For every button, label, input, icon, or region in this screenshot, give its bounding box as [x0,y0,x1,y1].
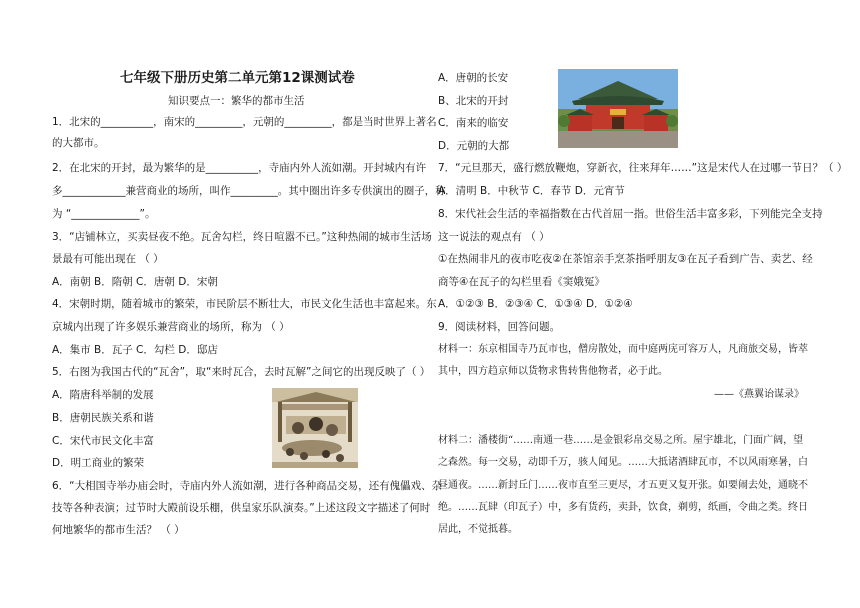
material-line: 昼通夜。……新封丘门……夜市直至三更尽，才五更又复开张。如要闹去处，通晓不 [438,480,808,491]
answer-options: A．①②③ B．②③④ C．①③④ D．①②④ [438,298,633,310]
question-line: 景最有可能出现在 （ ） [52,253,164,265]
question-line: 2．在北宋的开封，最为繁华的是__________，寺庙内外人流如潮。开封城内有许 [52,162,427,174]
answer-option: B、北宋的开封 [438,95,509,107]
answer-option: C．南来的临安 [438,117,509,129]
question-line: 京城内出现了许多娱乐兼营商业的场所，称为 （ ） [52,321,290,333]
question-line: 8．宋代社会生活的幸福指数在古代首屈一指。世俗生活丰富多彩，下列能完全支持 [438,208,823,220]
material-line: 其中，四方趋京师以货物求售转售他物者，必于此。 [438,366,668,377]
answer-option: D．元朝的大都 [438,140,510,152]
answer-options: A．清明 B．中秋节 C．春节 D．元宵节 [438,185,625,197]
question-line: 6．“大相国寺举办庙会时，寺庙内外人流如潮，进行各种商品交易，还有傀儡戏、杂 [52,480,443,492]
question-line: 4．宋朝时期，随着城市的繁荣，市民阶层不断壮大，市民文化生活也丰富起来。东 [52,298,437,310]
answer-options: A．南朝 B．隋朝 C．唐朝 D．宋朝 [52,276,218,288]
question-line: ①在热闹非凡的夜市吃夜②在茶馆亲手烹茶指呼朋友③在瓦子看到广告、卖艺、经 [438,253,813,265]
question-line: 5．右图为我国古代的“瓦舍”，取“来时瓦合，去时瓦解”之间它的出现反映了（ ） [52,366,431,378]
source-citation: ——《燕翼诒谋录》 [714,389,804,400]
question-line: 7．“元旦那天，盛行燃放鞭炮，穿新衣，往来拜年……”这是宋代人在过哪一节日？（ ） [438,162,848,174]
answer-option: B．唐朝民族关系和谐 [52,412,154,424]
answer-option: A．唐朝的长安 [438,72,509,84]
page-title: 七年级下册历史第二单元第12课测试卷 [120,70,355,86]
question-line: 为 “_____________”。 [52,208,156,220]
material-line: 之森然。每一交易，动即千万，骇人闻见。……大抵诸酒肆瓦市，不以风雨寒暑，白 [438,457,808,468]
question-line: 的大都市。 [52,137,105,149]
wazi-painting-image [272,388,358,468]
question-line: 这一说法的观点有 （ ） [438,231,550,243]
question-line: 3．“店铺林立，买卖昼夜不绝。瓦舍勾栏，终日喧嚣不已。”这种热闹的城市生活场 [52,231,432,243]
question-line: 技等各种表演；过节时大殿前设乐棚，供皇家乐队演奏。”上述这段文字描述了何时 [52,502,431,514]
question-line: 多____________兼营商业的场所，叫作_________。其中圈出许多专供演出的圈子，称 [52,185,446,197]
answer-option: C．宋代市民文化丰富 [52,435,154,447]
material-line: 材料二：潘楼街“……南通一巷……是金银彩帛交易之所。屋宇雄北，门面广阔，望 [438,435,804,446]
question-line: 1．北宋的__________，南宋的_________，元朝的_________，都是当时世界上著名 [52,116,437,128]
answer-options: A．集市 B．瓦子 C．勾栏 D．邸店 [52,344,218,356]
question-line: 何地繁华的都市生活？ （ ） [52,524,185,536]
temple-photo-image [558,69,678,148]
question-line: 商等④在瓦子的勾栏里看《窦娥冤》 [438,276,605,288]
question-line: 9．阅读材料，回答问题。 [438,321,561,333]
answer-option: D．明工商业的繁荣 [52,457,145,469]
material-line: 绝。……瓦肆（印瓦子）中，多有货药，卖卦，饮食，剃剪，纸画，令曲之类。终日 [438,502,808,513]
answer-option: A．隋唐科举制的发展 [52,389,154,401]
section-subtitle: 知识要点一：繁华的都市生活 [168,95,305,107]
material-line: 居此，不觉抵暮。 [438,524,518,535]
material-line: 材料一：东京相国寺乃瓦市也，僧房散处，而中庭两庑可容万人，凡商旅交易，皆萃 [438,344,808,355]
